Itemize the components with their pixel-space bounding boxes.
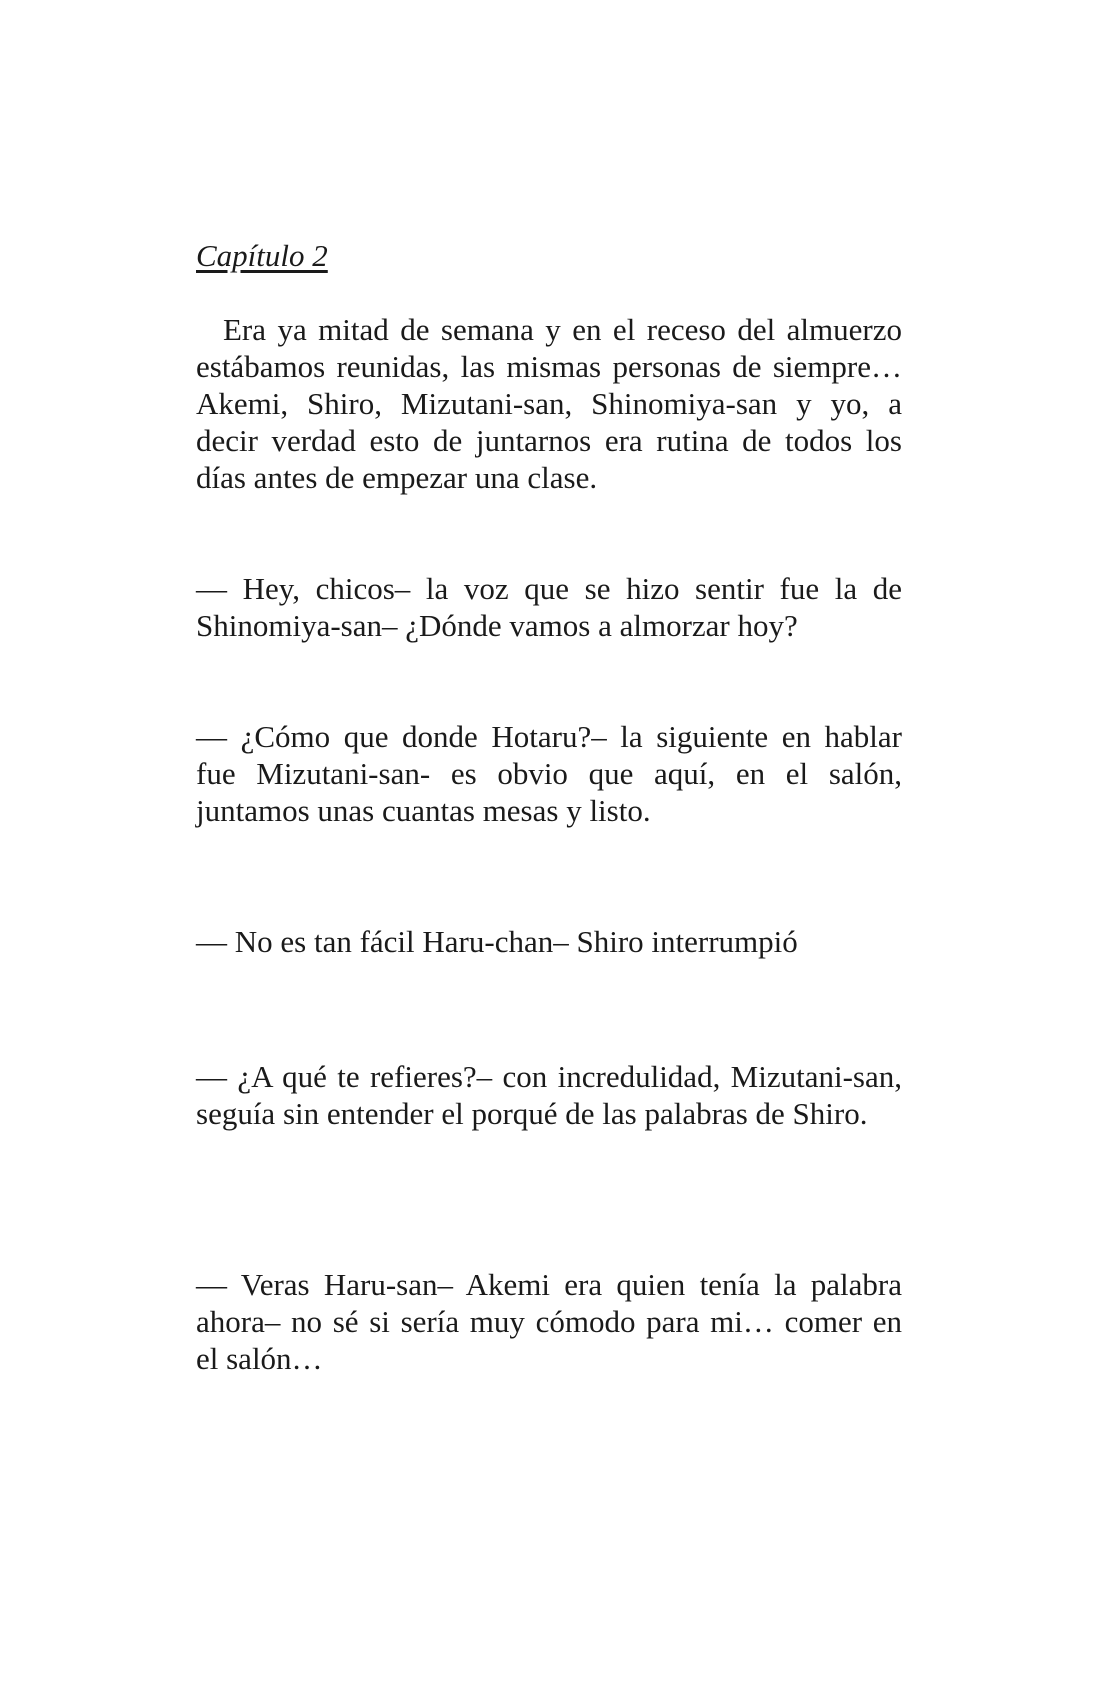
dialogue-paragraph: — Hey, chicos– la voz que se hizo sentir fue la de Shinomiya-san– ¿Dónde vamos a almorzar hoy? (196, 571, 902, 643)
dialogue-paragraph: — ¿A qué te refieres?– con incredulidad, Mizutani-san, seguía sin entender el porqué de las palabras de Shiro. (196, 1059, 902, 1131)
dialogue-paragraph: — Veras Haru-san– Akemi era quien tenía la palabra ahora– no sé si sería muy cómodo para mi… comer en el salón… (196, 1267, 902, 1376)
dialogue-paragraph: — No es tan fácil Haru-chan– Shiro interrumpió (196, 924, 798, 959)
dialogue-paragraph: — ¿Cómo que donde Hotaru?– la siguiente en hablar fue Mizutani-san- es obvio que aquí, en el salón, juntamos unas cuantas mesas y listo. (196, 719, 902, 828)
paragraph-opening: Era ya mitad de semana y en el receso del almuerzo estábamos reunidas, las mismas personas de siempre… Akemi, Shiro, Mizutani-san, Shinomiya-san y yo, a decir verdad esto de juntarnos era rutina de todos los días antes de empezar una clase. (196, 312, 902, 495)
chapter-heading: Capítulo 2 (196, 238, 328, 273)
